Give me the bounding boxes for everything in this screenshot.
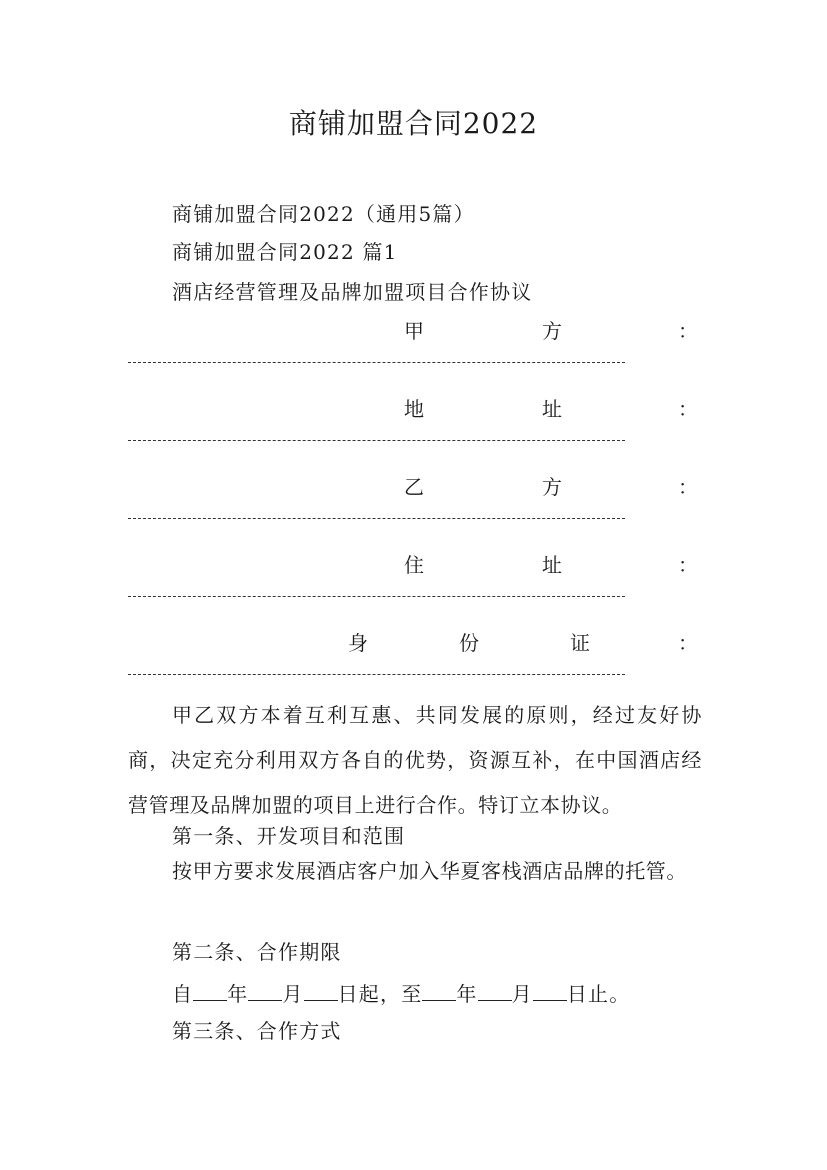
- term-line: [172, 978, 630, 1007]
- article1-text: 按甲方要求发展酒店客户加入华夏客栈酒店品牌的托管。: [172, 859, 687, 883]
- field-char: 份: [459, 631, 479, 655]
- fill-in-line[interactable]: [128, 518, 625, 519]
- fill-in-line[interactable]: [128, 440, 625, 441]
- fill-in-line[interactable]: [128, 596, 625, 597]
- year-blank[interactable]: [193, 982, 227, 1001]
- day-blank[interactable]: [304, 982, 338, 1001]
- field-char: 地: [404, 397, 424, 421]
- term-text: 年: [456, 982, 478, 1006]
- month-blank[interactable]: [478, 982, 512, 1001]
- field-colon: ：: [678, 553, 698, 577]
- field-colon: ：: [678, 397, 698, 421]
- field-char: 证: [570, 631, 590, 655]
- term-text: 自: [172, 982, 194, 1006]
- field-char: 方: [542, 475, 562, 499]
- term-text: 日止。: [566, 982, 631, 1006]
- term-text: 月: [282, 982, 304, 1006]
- section-line: 商铺加盟合同2022 篇1: [172, 240, 398, 264]
- article3-heading: 第三条、合作方式: [172, 1019, 342, 1043]
- field-char: 住: [404, 553, 424, 577]
- term-text: 年: [227, 982, 249, 1006]
- article1-heading: 第一条、开发项目和范围: [172, 824, 406, 848]
- field-char: 方: [542, 319, 562, 343]
- fill-in-line[interactable]: [128, 674, 625, 675]
- field-colon: ：: [678, 319, 698, 343]
- term-text: 月: [511, 982, 533, 1006]
- field-char: 身: [348, 631, 368, 655]
- fill-in-line[interactable]: [128, 362, 625, 363]
- day-blank[interactable]: [533, 982, 567, 1001]
- subtitle-line: 商铺加盟合同2022（通用5篇）: [172, 202, 475, 226]
- field-char: 乙: [404, 475, 424, 499]
- field-colon: ：: [678, 475, 698, 499]
- month-blank[interactable]: [248, 982, 282, 1001]
- field-char: 址: [542, 553, 562, 577]
- field-colon: ：: [678, 631, 698, 655]
- field-char: 址: [542, 397, 562, 421]
- document-title: 商铺加盟合同2022: [288, 107, 539, 140]
- year-blank[interactable]: [422, 982, 456, 1001]
- intro-paragraph: 甲乙双方本着互利互惠、共同发展的原则，经过友好协商，决定充分利用双方各自的优势，资源互补，在中国酒店经营管理及品牌加盟的项目上进行合作。特订立本协议。: [128, 703, 702, 817]
- article2-heading: 第二条、合作期限: [172, 940, 342, 964]
- field-char: 甲: [404, 319, 424, 343]
- agreement-title: 酒店经营管理及品牌加盟项目合作协议: [172, 280, 533, 304]
- term-text: 日起，至: [337, 982, 423, 1006]
